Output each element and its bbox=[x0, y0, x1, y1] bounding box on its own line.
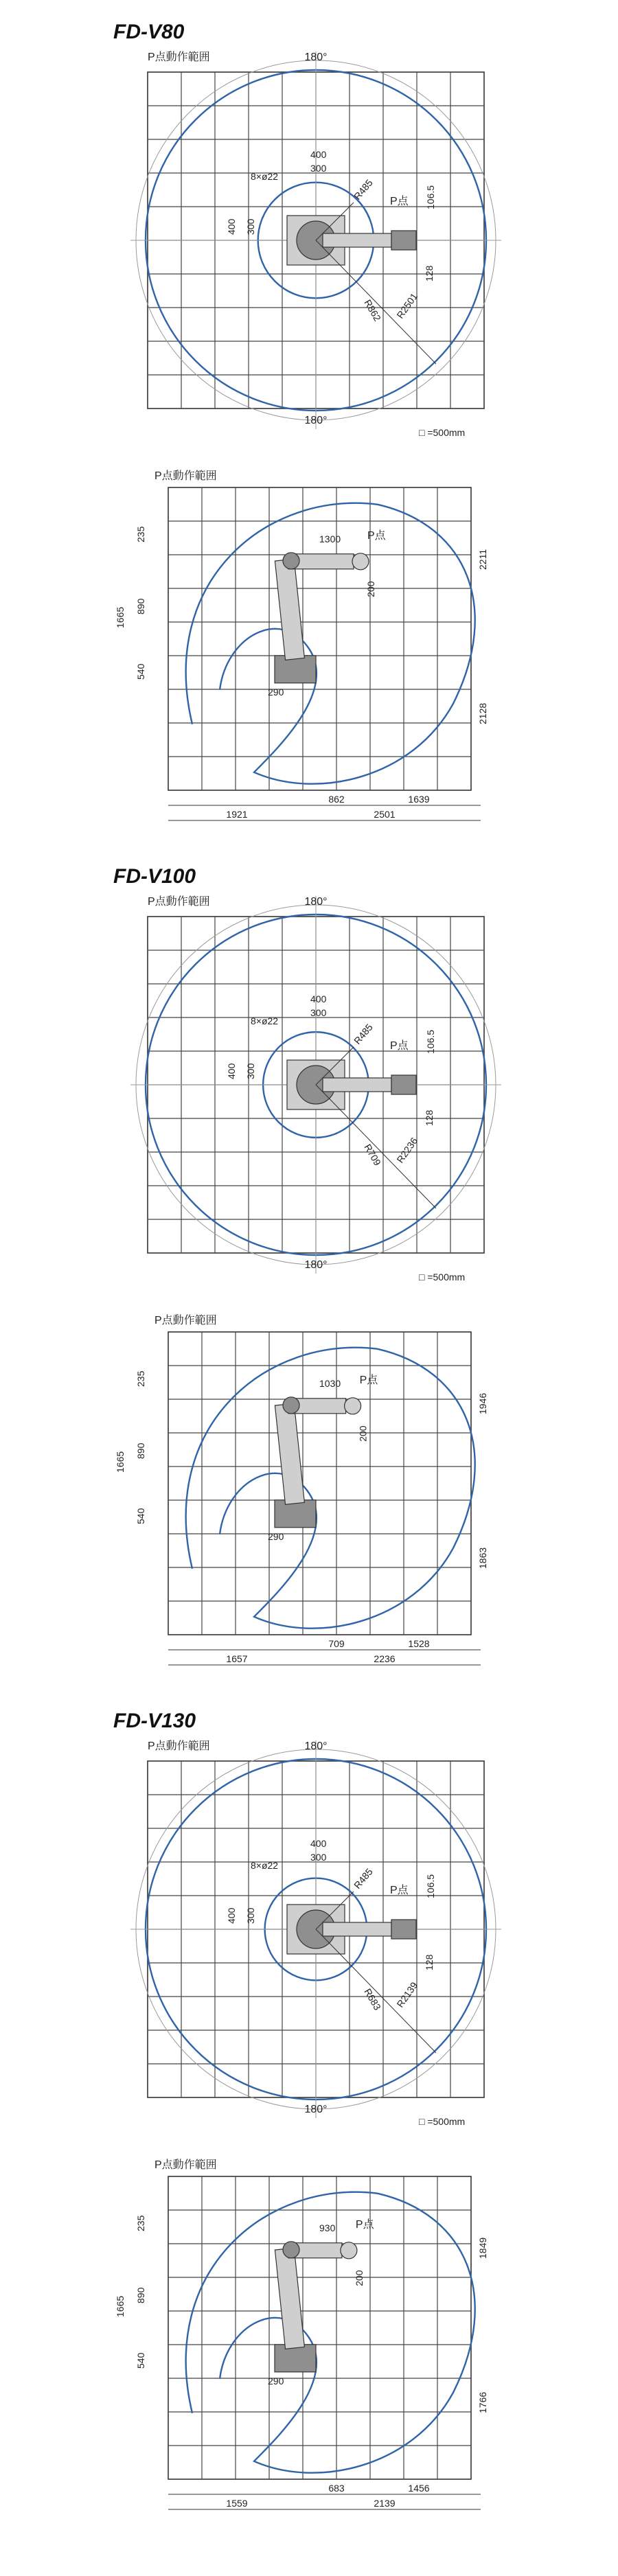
side-bottom-dim-1-2: 1657 bbox=[226, 1653, 248, 1664]
side-dim-1-5: 540 bbox=[135, 1508, 146, 1524]
top-scale-note-2: □ =500mm bbox=[419, 2116, 466, 2127]
top-dim-0-5: 106.5 bbox=[425, 185, 436, 209]
top-view-1 bbox=[130, 895, 501, 1283]
side-bottom-dim-0-0: 862 bbox=[328, 794, 345, 805]
top-dim-0-1: 300 bbox=[310, 163, 327, 174]
top-robot-1 bbox=[287, 1060, 416, 1109]
side-envelope-1 bbox=[186, 1348, 475, 1629]
top-dim-0-9: R862 bbox=[362, 297, 383, 323]
side-dim-1-9: 1863 bbox=[477, 1547, 488, 1569]
top-angle-top-2: 180° bbox=[304, 1740, 328, 1752]
top-dim-2-10: R2139 bbox=[394, 1979, 420, 2010]
side-dim-0-0: 1300 bbox=[319, 533, 341, 544]
top-dim-1-9: R709 bbox=[362, 1142, 383, 1168]
top-scale-note-0: □ =500mm bbox=[419, 427, 466, 438]
top-dim-2-6: 400 bbox=[226, 1907, 237, 1924]
side-dim-0-5: 540 bbox=[135, 663, 146, 680]
side-view-0 bbox=[115, 470, 488, 820]
top-dim-1-6: 400 bbox=[226, 1063, 237, 1079]
top-view-0 bbox=[130, 51, 501, 438]
top-dim-1-10: R2236 bbox=[394, 1135, 420, 1165]
top-dim-1-8: 128 bbox=[424, 1109, 435, 1126]
top-caption-0: P点動作範囲 bbox=[148, 51, 210, 63]
side-dim-1-4: 1665 bbox=[115, 1451, 126, 1473]
side-dim-2-6: 200 bbox=[353, 2270, 365, 2286]
side-bottom-dim-1-0: 709 bbox=[328, 1638, 345, 1649]
side-bottom-dim-2-0: 683 bbox=[328, 2483, 345, 2494]
side-robot-2 bbox=[275, 2242, 357, 2372]
model-title-fd-v100: FD-V100 bbox=[113, 865, 196, 888]
side-dim-0-7: 290 bbox=[268, 686, 284, 698]
top-dim-0-0: 400 bbox=[310, 149, 327, 160]
side-dim-0-1: P点 bbox=[367, 529, 386, 542]
top-view-2 bbox=[130, 1740, 501, 2127]
top-dim-0-3: R485 bbox=[352, 177, 375, 202]
top-caption-2: P点動作範囲 bbox=[148, 1740, 210, 1752]
top-dim-2-1: 300 bbox=[310, 1852, 327, 1863]
side-bottom-dim-0-2: 1921 bbox=[226, 809, 248, 820]
side-caption-1: P点動作範囲 bbox=[154, 1315, 217, 1326]
side-dim-1-2: 235 bbox=[135, 1370, 146, 1387]
top-robot-2 bbox=[287, 1905, 416, 1954]
top-dim-0-7: 300 bbox=[245, 218, 256, 235]
side-dim-0-2: 235 bbox=[135, 526, 146, 542]
side-dim-2-4: 1665 bbox=[115, 2295, 126, 2317]
side-dim-2-1: P点 bbox=[355, 2218, 374, 2231]
top-angle-top-1: 180° bbox=[304, 896, 328, 908]
top-angle-top-0: 180° bbox=[304, 51, 328, 63]
side-envelope-2 bbox=[186, 2192, 475, 2473]
top-dim-1-5: 106.5 bbox=[425, 1029, 436, 1054]
side-dim-0-4: 1665 bbox=[115, 606, 126, 628]
side-robot-1 bbox=[275, 1397, 361, 1528]
top-dim-1-1: 300 bbox=[310, 1007, 327, 1018]
side-bottom-dim-1-3: 2236 bbox=[374, 1653, 396, 1664]
top-dim-1-3: R485 bbox=[352, 1022, 375, 1046]
side-dim-0-8: 2211 bbox=[477, 549, 488, 570]
top-dim-0-8: 128 bbox=[424, 265, 435, 281]
side-caption-2: P点動作範囲 bbox=[154, 2159, 217, 2171]
side-dim-2-3: 890 bbox=[135, 2287, 146, 2303]
top-dim-2-0: 400 bbox=[310, 1838, 327, 1849]
top-dim-2-3: R485 bbox=[352, 1866, 375, 1891]
side-bottom-dim-0-3: 2501 bbox=[374, 809, 396, 820]
side-view-2 bbox=[115, 2159, 488, 2509]
top-dim-2-8: 128 bbox=[424, 1954, 435, 1970]
side-dim-2-9: 1766 bbox=[477, 2391, 488, 2413]
top-dim-2-7: 300 bbox=[245, 1907, 256, 1924]
side-dim-0-6: 200 bbox=[365, 581, 376, 597]
side-bottom-dim-2-2: 1559 bbox=[226, 2498, 248, 2509]
top-dim-2-4: P点 bbox=[390, 1885, 409, 1896]
side-bottom-dim-2-3: 2139 bbox=[374, 2498, 396, 2509]
top-dim-0-2: 8×ø22 bbox=[251, 171, 279, 182]
side-dim-1-1: P点 bbox=[359, 1374, 378, 1386]
top-dim-0-4: P点 bbox=[390, 196, 409, 207]
side-caption-0: P点動作範囲 bbox=[154, 470, 217, 482]
side-bottom-dim-1-1: 1528 bbox=[408, 1638, 430, 1649]
top-dim-0-6: 400 bbox=[226, 218, 237, 235]
top-robot-0 bbox=[287, 216, 416, 265]
top-angle-bottom-1: 180° bbox=[304, 1259, 328, 1271]
top-dim-0-10: R2501 bbox=[394, 290, 420, 321]
side-dim-1-3: 890 bbox=[135, 1442, 146, 1459]
top-dim-2-5: 106.5 bbox=[425, 1874, 436, 1898]
top-scale-note-1: □ =500mm bbox=[419, 1272, 466, 1283]
side-dim-2-7: 290 bbox=[268, 2375, 284, 2387]
side-dim-2-8: 1849 bbox=[477, 2237, 488, 2259]
top-angle-bottom-2: 180° bbox=[304, 2104, 328, 2115]
top-dim-1-7: 300 bbox=[245, 1063, 256, 1079]
side-envelope-0 bbox=[186, 503, 475, 784]
side-dim-0-3: 890 bbox=[135, 598, 146, 614]
side-bottom-dim-2-1: 1456 bbox=[408, 2483, 430, 2494]
top-dim-1-4: P点 bbox=[390, 1040, 409, 1052]
side-dim-1-0: 1030 bbox=[319, 1377, 341, 1389]
top-dim-1-2: 8×ø22 bbox=[251, 1015, 279, 1026]
side-dim-1-6: 200 bbox=[357, 1425, 369, 1442]
side-dim-0-9: 2128 bbox=[477, 702, 488, 724]
top-angle-bottom-0: 180° bbox=[304, 415, 328, 426]
top-caption-1: P点動作範囲 bbox=[148, 896, 210, 908]
top-dim-1-0: 400 bbox=[310, 993, 327, 1004]
top-dim-2-2: 8×ø22 bbox=[251, 1860, 279, 1871]
side-view-1 bbox=[115, 1314, 488, 1665]
side-robot-0 bbox=[275, 553, 369, 683]
model-title-fd-v130: FD-V130 bbox=[113, 1710, 196, 1732]
side-bottom-dim-0-1: 1639 bbox=[408, 794, 430, 805]
model-title-fd-v80: FD-V80 bbox=[113, 21, 185, 43]
side-dim-2-2: 235 bbox=[135, 2215, 146, 2231]
side-dim-1-8: 1946 bbox=[477, 1392, 488, 1414]
side-dim-2-5: 540 bbox=[135, 2352, 146, 2369]
side-dim-2-0: 930 bbox=[319, 2222, 336, 2233]
top-dim-2-9: R683 bbox=[362, 1986, 383, 2012]
side-dim-1-7: 290 bbox=[268, 1530, 284, 1542]
